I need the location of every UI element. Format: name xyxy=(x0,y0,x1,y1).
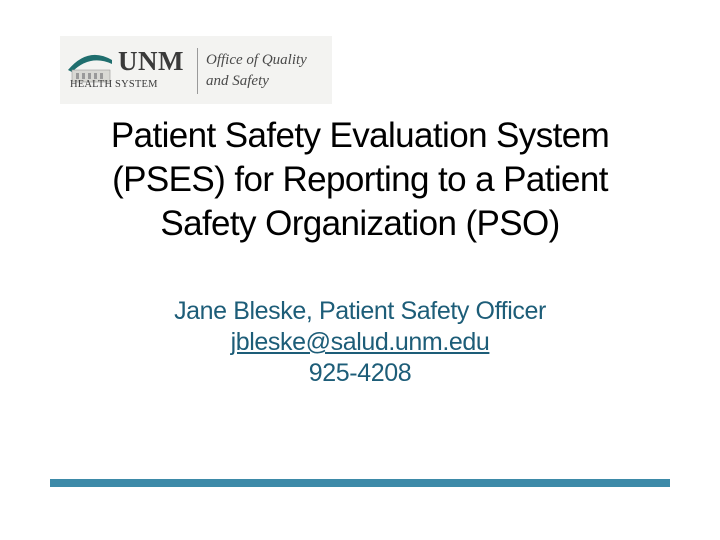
unm-building-icon xyxy=(60,36,120,104)
logo-health-system-text: HEALTH SYSTEM xyxy=(70,79,158,90)
presenter-block xyxy=(30,296,690,389)
logo-unm-text: UNM xyxy=(118,46,184,76)
title-line-2: (PSES) for Reporting to a Patient xyxy=(112,160,608,199)
bottom-rule xyxy=(50,479,670,487)
logo-office-text: Office of Quality and Safety xyxy=(206,52,307,89)
title-line-3: Safety Organization (PSO) xyxy=(160,204,560,243)
slide-title xyxy=(30,114,690,246)
unm-logo xyxy=(60,36,332,104)
presenter-phone: 925-4208 xyxy=(308,359,412,387)
presenter-email-link[interactable]: jbleske@salud.unm.edu xyxy=(230,328,490,356)
logo-divider xyxy=(197,48,198,94)
presenter-name: Jane Bleske, Patient Safety Officer xyxy=(174,297,546,325)
title-line-1: Patient Safety Evaluation System xyxy=(110,116,610,155)
